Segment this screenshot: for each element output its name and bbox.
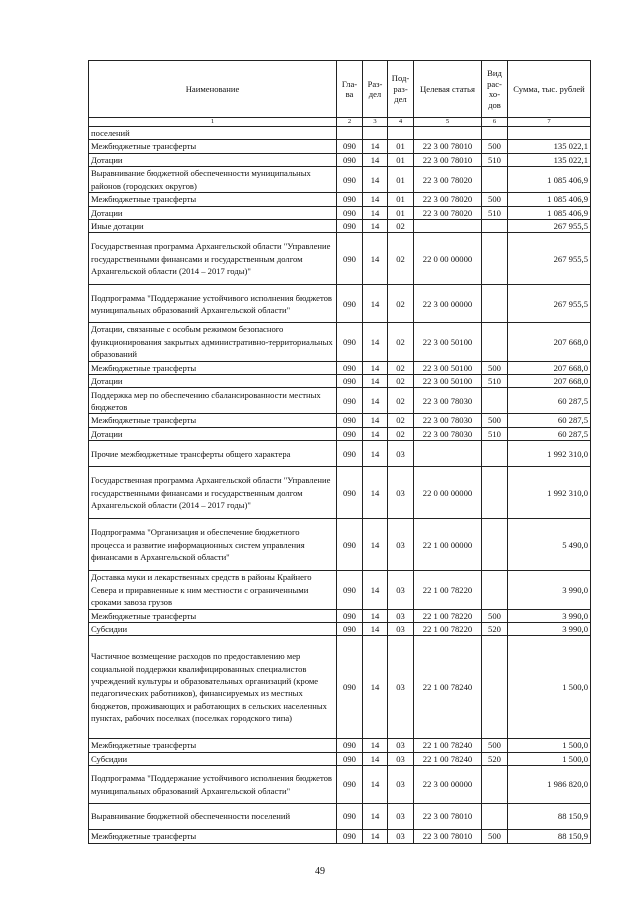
cell-razdel: 14 <box>363 766 388 804</box>
table-row <box>89 441 591 467</box>
cell-vid <box>482 467 508 519</box>
cell-glava: 090 <box>337 361 363 374</box>
cell-razdel: 14 <box>363 140 388 153</box>
col-header-sum: Сумма, тыс. рублей <box>508 61 591 118</box>
col-number: 2 <box>337 118 363 127</box>
cell-name: Выравнивание бюджетной обеспеченности муниципальных районов (городских округов) <box>89 167 337 193</box>
col-number: 6 <box>482 118 508 127</box>
cell-target: 22 3 00 78030 <box>414 427 482 440</box>
table-row <box>89 766 591 804</box>
cell-target: 22 1 00 78240 <box>414 636 482 739</box>
cell-glava <box>337 127 363 140</box>
cell-name: Дотации <box>89 375 337 388</box>
cell-name: Государственная программа Архангельской области "Управление государственными финансами и государственным долгом Архангельской области (2014 – 2017 годы)" <box>89 467 337 519</box>
table-header-row <box>89 61 591 118</box>
cell-razdel: 14 <box>363 323 388 361</box>
cell-target: 22 3 00 78010 <box>414 830 482 843</box>
col-number: 1 <box>89 118 337 127</box>
cell-target: 22 1 00 78240 <box>414 752 482 765</box>
cell-vid <box>482 285 508 323</box>
cell-sum: 207 668,0 <box>508 323 591 361</box>
cell-glava: 090 <box>337 519 363 571</box>
col-header-target: Целевая статья <box>414 61 482 118</box>
cell-target: 22 0 00 00000 <box>414 233 482 285</box>
cell-podrazdel: 02 <box>388 414 414 427</box>
cell-sum: 135 022,1 <box>508 140 591 153</box>
cell-vid: 520 <box>482 622 508 635</box>
cell-vid <box>482 127 508 140</box>
table-row <box>89 361 591 374</box>
cell-podrazdel: 01 <box>388 167 414 193</box>
table-row <box>89 609 591 622</box>
table-row <box>89 388 591 414</box>
cell-glava: 090 <box>337 153 363 166</box>
table-row <box>89 467 591 519</box>
cell-sum: 1 085 406,9 <box>508 206 591 219</box>
cell-razdel: 14 <box>363 441 388 467</box>
cell-sum: 267 955,5 <box>508 285 591 323</box>
cell-name: поселений <box>89 127 337 140</box>
cell-podrazdel: 01 <box>388 193 414 206</box>
cell-glava: 090 <box>337 323 363 361</box>
cell-sum: 207 668,0 <box>508 375 591 388</box>
cell-name: Поддержка мер по обеспечению сбалансированности местных бюджетов <box>89 388 337 414</box>
cell-vid <box>482 441 508 467</box>
cell-name: Межбюджетные трансферты <box>89 193 337 206</box>
table-row <box>89 739 591 752</box>
cell-glava: 090 <box>337 388 363 414</box>
table-row <box>89 140 591 153</box>
cell-razdel: 14 <box>363 427 388 440</box>
cell-target: 22 3 00 50100 <box>414 375 482 388</box>
cell-sum: 1 085 406,9 <box>508 167 591 193</box>
cell-razdel: 14 <box>363 414 388 427</box>
cell-target: 22 3 00 00000 <box>414 766 482 804</box>
cell-target: 22 1 00 78240 <box>414 739 482 752</box>
cell-razdel: 14 <box>363 609 388 622</box>
cell-glava: 090 <box>337 206 363 219</box>
cell-podrazdel: 03 <box>388 766 414 804</box>
cell-razdel: 14 <box>363 220 388 233</box>
cell-glava: 090 <box>337 140 363 153</box>
cell-target: 22 3 00 78010 <box>414 153 482 166</box>
cell-sum: 3 990,0 <box>508 571 591 609</box>
col-header-podrazdel: Под-раз-дел <box>388 61 414 118</box>
cell-sum: 1 500,0 <box>508 739 591 752</box>
cell-podrazdel <box>388 127 414 140</box>
cell-razdel: 14 <box>363 830 388 843</box>
cell-name: Государственная программа Архангельской области "Управление государственными финансами и государственным долгом Архангельской области (2014 – 2017 годы)" <box>89 233 337 285</box>
cell-vid: 500 <box>482 140 508 153</box>
cell-glava: 090 <box>337 766 363 804</box>
cell-vid: 500 <box>482 739 508 752</box>
cell-podrazdel: 03 <box>388 571 414 609</box>
cell-sum: 88 150,9 <box>508 804 591 830</box>
cell-sum: 267 955,5 <box>508 233 591 285</box>
col-number: 3 <box>363 118 388 127</box>
cell-target: 22 0 00 00000 <box>414 467 482 519</box>
cell-glava: 090 <box>337 571 363 609</box>
cell-glava: 090 <box>337 622 363 635</box>
cell-razdel: 14 <box>363 519 388 571</box>
col-number: 7 <box>508 118 591 127</box>
cell-name: Подпрограмма "Поддержание устойчивого исполнения бюджетов муниципальных образований Архангельской области" <box>89 285 337 323</box>
cell-podrazdel: 03 <box>388 739 414 752</box>
col-header-name: Наименование <box>89 61 337 118</box>
cell-name: Межбюджетные трансферты <box>89 739 337 752</box>
table-row <box>89 127 591 140</box>
cell-sum: 1 992 310,0 <box>508 467 591 519</box>
cell-vid <box>482 636 508 739</box>
cell-target: 22 3 00 78010 <box>414 804 482 830</box>
cell-glava: 090 <box>337 752 363 765</box>
cell-target <box>414 127 482 140</box>
cell-glava: 090 <box>337 414 363 427</box>
table-row <box>89 519 591 571</box>
cell-target: 22 3 00 00000 <box>414 285 482 323</box>
cell-podrazdel: 02 <box>388 388 414 414</box>
cell-podrazdel: 03 <box>388 752 414 765</box>
cell-podrazdel: 02 <box>388 427 414 440</box>
cell-target <box>414 220 482 233</box>
cell-glava: 090 <box>337 193 363 206</box>
budget-table-sheet <box>88 60 590 844</box>
cell-podrazdel: 02 <box>388 233 414 285</box>
cell-name: Дотации, связанные с особым режимом безопасного функционирования закрытых административно-территориальных образований <box>89 323 337 361</box>
cell-sum: 5 490,0 <box>508 519 591 571</box>
cell-podrazdel: 03 <box>388 622 414 635</box>
cell-name: Межбюджетные трансферты <box>89 609 337 622</box>
cell-sum: 3 990,0 <box>508 622 591 635</box>
cell-vid <box>482 571 508 609</box>
cell-target: 22 1 00 78220 <box>414 571 482 609</box>
cell-name: Межбюджетные трансферты <box>89 830 337 843</box>
cell-podrazdel: 03 <box>388 441 414 467</box>
table-row <box>89 153 591 166</box>
table-body <box>89 127 591 844</box>
cell-podrazdel: 02 <box>388 285 414 323</box>
cell-target: 22 1 00 78220 <box>414 609 482 622</box>
cell-name: Дотации <box>89 206 337 219</box>
cell-target <box>414 441 482 467</box>
cell-target: 22 3 00 78010 <box>414 140 482 153</box>
table-row <box>89 285 591 323</box>
cell-target: 22 3 00 78020 <box>414 193 482 206</box>
cell-podrazdel: 03 <box>388 467 414 519</box>
cell-vid: 500 <box>482 414 508 427</box>
cell-vid <box>482 167 508 193</box>
cell-name: Субсидии <box>89 622 337 635</box>
cell-razdel: 14 <box>363 739 388 752</box>
cell-sum: 1 500,0 <box>508 636 591 739</box>
table-row <box>89 193 591 206</box>
cell-razdel: 14 <box>363 622 388 635</box>
cell-podrazdel: 02 <box>388 361 414 374</box>
cell-vid: 500 <box>482 361 508 374</box>
table-row <box>89 830 591 843</box>
col-header-vid: Вид рас-хо-дов <box>482 61 508 118</box>
cell-glava: 090 <box>337 739 363 752</box>
cell-glava: 090 <box>337 285 363 323</box>
table-row <box>89 220 591 233</box>
cell-razdel: 14 <box>363 285 388 323</box>
cell-vid <box>482 233 508 285</box>
cell-razdel: 14 <box>363 206 388 219</box>
cell-vid: 520 <box>482 752 508 765</box>
cell-name: Подпрограмма "Организация и обеспечение бюджетного процесса и развитие информационных систем управления финансами в Архангельской области" <box>89 519 337 571</box>
cell-vid: 510 <box>482 206 508 219</box>
cell-target: 22 3 00 78020 <box>414 167 482 193</box>
cell-podrazdel: 03 <box>388 636 414 739</box>
cell-vid <box>482 388 508 414</box>
cell-name: Межбюджетные трансферты <box>89 140 337 153</box>
cell-name: Дотации <box>89 427 337 440</box>
page-number: 49 <box>315 866 325 877</box>
cell-name: Подпрограмма "Поддержание устойчивого исполнения бюджетов муниципальных образований Архангельской области" <box>89 766 337 804</box>
cell-podrazdel: 03 <box>388 519 414 571</box>
cell-podrazdel: 03 <box>388 830 414 843</box>
cell-name: Дотации <box>89 153 337 166</box>
cell-name: Прочие межбюджетные трансферты общего характера <box>89 441 337 467</box>
cell-sum: 60 287,5 <box>508 414 591 427</box>
table-row <box>89 636 591 739</box>
cell-glava: 090 <box>337 220 363 233</box>
cell-razdel: 14 <box>363 388 388 414</box>
cell-podrazdel: 01 <box>388 206 414 219</box>
cell-vid: 500 <box>482 830 508 843</box>
cell-target: 22 3 00 50100 <box>414 361 482 374</box>
cell-razdel: 14 <box>363 467 388 519</box>
cell-glava: 090 <box>337 467 363 519</box>
cell-name: Доставка муки и лекарственных средств в районы Крайнего Севера и приравненные к ним местности с ограниченными сроками завоза грузов <box>89 571 337 609</box>
cell-sum: 60 287,5 <box>508 427 591 440</box>
cell-target: 22 3 00 50100 <box>414 323 482 361</box>
cell-sum: 267 955,5 <box>508 220 591 233</box>
cell-podrazdel: 02 <box>388 323 414 361</box>
cell-name: Иные дотации <box>89 220 337 233</box>
cell-razdel: 14 <box>363 804 388 830</box>
cell-target: 22 3 00 78030 <box>414 388 482 414</box>
col-number: 4 <box>388 118 414 127</box>
cell-podrazdel: 02 <box>388 375 414 388</box>
cell-glava: 090 <box>337 233 363 285</box>
table-row <box>89 414 591 427</box>
column-number-row <box>89 118 591 127</box>
cell-sum: 88 150,9 <box>508 830 591 843</box>
cell-vid: 500 <box>482 193 508 206</box>
table-row <box>89 167 591 193</box>
cell-vid: 510 <box>482 375 508 388</box>
cell-podrazdel: 03 <box>388 804 414 830</box>
cell-sum: 1 085 406,9 <box>508 193 591 206</box>
table-row <box>89 233 591 285</box>
cell-razdel: 14 <box>363 571 388 609</box>
cell-sum: 1 500,0 <box>508 752 591 765</box>
cell-razdel <box>363 127 388 140</box>
cell-razdel: 14 <box>363 752 388 765</box>
cell-vid <box>482 766 508 804</box>
cell-razdel: 14 <box>363 233 388 285</box>
cell-glava: 090 <box>337 375 363 388</box>
cell-vid <box>482 323 508 361</box>
cell-name: Субсидии <box>89 752 337 765</box>
cell-glava: 090 <box>337 804 363 830</box>
cell-podrazdel: 01 <box>388 153 414 166</box>
cell-target: 22 3 00 78030 <box>414 414 482 427</box>
col-number: 5 <box>414 118 482 127</box>
table-row <box>89 571 591 609</box>
cell-razdel: 14 <box>363 167 388 193</box>
cell-name: Выравнивание бюджетной обеспеченности поселений <box>89 804 337 830</box>
table-row <box>89 622 591 635</box>
cell-vid: 510 <box>482 153 508 166</box>
col-header-razdel: Раз-дел <box>363 61 388 118</box>
cell-name: Межбюджетные трансферты <box>89 414 337 427</box>
cell-podrazdel: 03 <box>388 609 414 622</box>
cell-podrazdel: 01 <box>388 140 414 153</box>
cell-sum: 1 992 310,0 <box>508 441 591 467</box>
cell-sum: 135 022,1 <box>508 153 591 166</box>
table-row <box>89 375 591 388</box>
budget-table <box>88 60 591 844</box>
cell-podrazdel: 02 <box>388 220 414 233</box>
cell-glava: 090 <box>337 636 363 739</box>
cell-name: Межбюджетные трансферты <box>89 361 337 374</box>
cell-glava: 090 <box>337 167 363 193</box>
table-row <box>89 804 591 830</box>
cell-target: 22 3 00 78020 <box>414 206 482 219</box>
cell-target: 22 1 00 78220 <box>414 622 482 635</box>
cell-vid <box>482 804 508 830</box>
cell-vid <box>482 519 508 571</box>
cell-sum <box>508 127 591 140</box>
cell-target: 22 1 00 00000 <box>414 519 482 571</box>
cell-razdel: 14 <box>363 375 388 388</box>
table-row <box>89 427 591 440</box>
cell-glava: 090 <box>337 427 363 440</box>
table-row <box>89 206 591 219</box>
cell-razdel: 14 <box>363 193 388 206</box>
table-row <box>89 752 591 765</box>
cell-sum: 1 986 820,0 <box>508 766 591 804</box>
cell-razdel: 14 <box>363 361 388 374</box>
cell-sum: 60 287,5 <box>508 388 591 414</box>
cell-name: Частичное возмещение расходов по предоставлению мер социальной поддержки квалифицированных специалистов учреждений культуры и образовательных организаций (кроме педагогических работников), финансируемых из местных бюджетов, проживающих и работающих в сельских населенных пунктах, рабочих поселках (поселках городского типа) <box>89 636 337 739</box>
table-row <box>89 323 591 361</box>
cell-glava: 090 <box>337 609 363 622</box>
cell-sum: 3 990,0 <box>508 609 591 622</box>
cell-vid <box>482 220 508 233</box>
cell-vid: 510 <box>482 427 508 440</box>
cell-razdel: 14 <box>363 153 388 166</box>
col-header-glava: Гла-ва <box>337 61 363 118</box>
cell-glava: 090 <box>337 830 363 843</box>
cell-glava: 090 <box>337 441 363 467</box>
cell-vid: 500 <box>482 609 508 622</box>
cell-razdel: 14 <box>363 636 388 739</box>
cell-sum: 207 668,0 <box>508 361 591 374</box>
